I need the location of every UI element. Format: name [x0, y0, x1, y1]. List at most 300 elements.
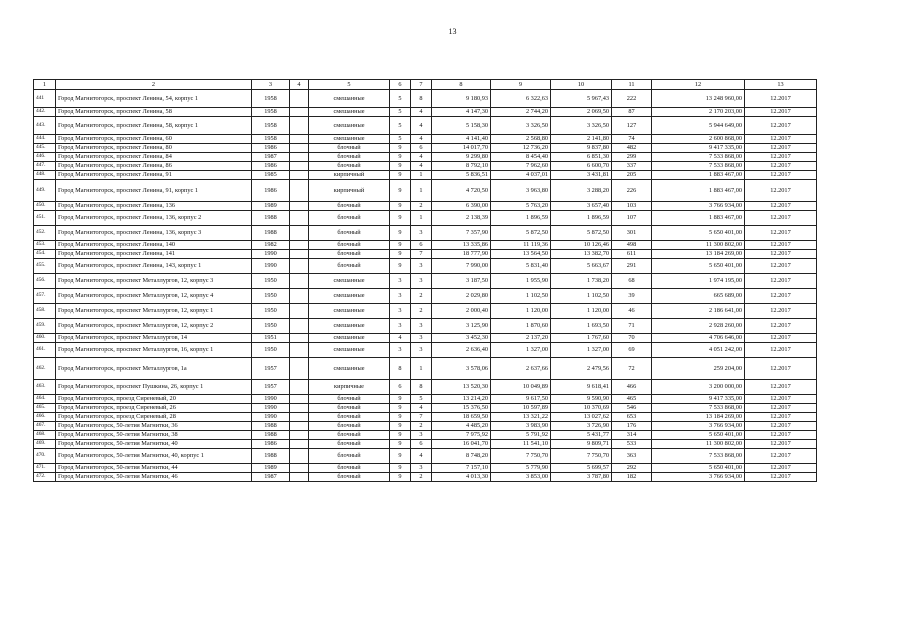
row-number: 469. [34, 440, 56, 449]
total-area-cell: 4 141,40 [432, 135, 491, 144]
address-cell: Город Магнитогорск, проспект Ленина, 136, корпус 3 [56, 226, 252, 241]
area-cell: 2 141,80 [551, 135, 612, 144]
table-row [34, 464, 817, 473]
row-number: 461. [34, 343, 56, 358]
period-cell: 12.2017 [745, 162, 817, 171]
material-cell: блочный [309, 162, 390, 171]
cost-cell: 7 533 868,00 [652, 162, 745, 171]
table-row [34, 171, 817, 180]
period-cell: 12.2017 [745, 241, 817, 250]
area-cell: 2 479,56 [551, 358, 612, 380]
table-row [34, 404, 817, 413]
living-area-cell: 3 326,50 [491, 117, 551, 135]
year-cell: 1988 [252, 431, 290, 440]
cost-cell: 5 650 401,00 [652, 226, 745, 241]
empty-cell [290, 135, 309, 144]
area-cell: 1 102,50 [551, 289, 612, 304]
area-cell: 3 288,20 [551, 180, 612, 202]
residents-cell: 176 [612, 422, 652, 431]
living-area-cell: 10 049,89 [491, 380, 551, 395]
material-cell: смешанные [309, 90, 390, 108]
table-row [34, 380, 817, 395]
residents-cell: 103 [612, 202, 652, 211]
total-area-cell: 4 485,20 [432, 422, 491, 431]
residents-cell: 182 [612, 473, 652, 482]
period-cell: 12.2017 [745, 404, 817, 413]
period-cell: 12.2017 [745, 135, 817, 144]
material-cell: блочный [309, 431, 390, 440]
floors-cell: 9 [390, 250, 411, 259]
area-cell: 1 120,00 [551, 304, 612, 319]
cost-cell: 5 944 649,00 [652, 117, 745, 135]
residents-cell: 205 [612, 171, 652, 180]
area-cell: 1 693,50 [551, 319, 612, 334]
area-cell: 5 431,77 [551, 431, 612, 440]
cost-cell: 4 051 242,00 [652, 343, 745, 358]
period-cell: 12.2017 [745, 334, 817, 343]
material-cell: блочный [309, 464, 390, 473]
row-number: 454. [34, 250, 56, 259]
living-area-cell: 6 322,63 [491, 90, 551, 108]
area-cell: 1 738,20 [551, 274, 612, 289]
entrances-cell: 2 [411, 304, 432, 319]
address-cell: Город Магнитогорск, проспект Ленина, 143, корпус 1 [56, 259, 252, 274]
address-cell: Город Магнитогорск, проспект Ленина, 58, корпус 1 [56, 117, 252, 135]
total-area-cell: 2 029,80 [432, 289, 491, 304]
address-cell: Город Магнитогорск, проспект Металлургов, 16, корпус 1 [56, 343, 252, 358]
table-row [34, 108, 817, 117]
entrances-cell: 6 [411, 241, 432, 250]
empty-cell [290, 90, 309, 108]
material-cell: блочный [309, 413, 390, 422]
living-area-cell: 13 321,22 [491, 413, 551, 422]
period-cell: 12.2017 [745, 422, 817, 431]
address-cell: Город Магнитогорск, проезд Сиреневый, 28 [56, 413, 252, 422]
entrances-cell: 4 [411, 135, 432, 144]
period-cell: 12.2017 [745, 343, 817, 358]
row-number: 450. [34, 202, 56, 211]
year-cell: 1982 [252, 241, 290, 250]
column-header: 5 [309, 80, 390, 90]
year-cell: 1958 [252, 90, 290, 108]
column-header: 7 [411, 80, 432, 90]
area-cell: 9 590,90 [551, 395, 612, 404]
table-row [34, 274, 817, 289]
empty-cell [290, 274, 309, 289]
material-cell: блочный [309, 440, 390, 449]
table-row [34, 135, 817, 144]
entrances-cell: 7 [411, 250, 432, 259]
table-row [34, 449, 817, 464]
address-cell: Город Магнитогорск, проспект Ленина, 91 [56, 171, 252, 180]
entrances-cell: 3 [411, 431, 432, 440]
entrances-cell: 2 [411, 289, 432, 304]
cost-cell: 665 689,00 [652, 289, 745, 304]
living-area-cell: 3 853,00 [491, 473, 551, 482]
address-cell: Город Магнитогорск, проспект Ленина, 80 [56, 144, 252, 153]
empty-cell [290, 358, 309, 380]
total-area-cell: 4 720,50 [432, 180, 491, 202]
cost-cell: 1 883 467,00 [652, 180, 745, 202]
cost-cell: 1 974 195,00 [652, 274, 745, 289]
table-row [34, 162, 817, 171]
area-cell: 1 327,00 [551, 343, 612, 358]
empty-cell [290, 226, 309, 241]
floors-cell: 9 [390, 395, 411, 404]
floors-cell: 9 [390, 180, 411, 202]
empty-cell [290, 413, 309, 422]
period-cell: 12.2017 [745, 274, 817, 289]
cost-cell: 7 533 868,00 [652, 449, 745, 464]
address-cell: Город Магнитогорск, проезд Сиреневый, 26 [56, 404, 252, 413]
entrances-cell: 4 [411, 449, 432, 464]
row-number: 472. [34, 473, 56, 482]
empty-cell [290, 473, 309, 482]
floors-cell: 9 [390, 202, 411, 211]
period-cell: 12.2017 [745, 202, 817, 211]
material-cell: смешанные [309, 135, 390, 144]
address-cell: Город Магнитогорск, проспект Ленина, 91, корпус 1 [56, 180, 252, 202]
address-cell: Город Магнитогорск, проспект Ленина, 54, корпус 1 [56, 90, 252, 108]
column-header: 13 [745, 80, 817, 90]
row-number: 447. [34, 162, 56, 171]
year-cell: 1990 [252, 259, 290, 274]
row-number: 445. [34, 144, 56, 153]
material-cell: блочный [309, 144, 390, 153]
cost-cell: 9 417 335,00 [652, 144, 745, 153]
cost-cell: 5 650 401,00 [652, 431, 745, 440]
area-cell: 3 657,40 [551, 202, 612, 211]
residents-cell: 74 [612, 135, 652, 144]
period-cell: 12.2017 [745, 413, 817, 422]
period-cell: 12.2017 [745, 153, 817, 162]
table-row [34, 117, 817, 135]
period-cell: 12.2017 [745, 180, 817, 202]
residents-cell: 482 [612, 144, 652, 153]
total-area-cell: 15 376,50 [432, 404, 491, 413]
total-area-cell: 7 357,90 [432, 226, 491, 241]
total-area-cell: 3 452,30 [432, 334, 491, 343]
area-cell: 1 896,59 [551, 211, 612, 226]
period-cell: 12.2017 [745, 304, 817, 319]
housing-register-table [33, 79, 817, 482]
period-cell: 12.2017 [745, 90, 817, 108]
residents-cell: 465 [612, 395, 652, 404]
floors-cell: 3 [390, 274, 411, 289]
material-cell: кирпичный [309, 180, 390, 202]
material-cell: кирпичный [309, 171, 390, 180]
living-area-cell: 3 963,80 [491, 180, 551, 202]
residents-cell: 226 [612, 180, 652, 202]
entrances-cell: 1 [411, 171, 432, 180]
entrances-cell: 6 [411, 144, 432, 153]
material-cell: блочный [309, 473, 390, 482]
empty-cell [290, 211, 309, 226]
area-cell: 3 787,80 [551, 473, 612, 482]
empty-cell [290, 117, 309, 135]
year-cell: 1988 [252, 211, 290, 226]
living-area-cell: 3 983,90 [491, 422, 551, 431]
entrances-cell: 4 [411, 153, 432, 162]
cost-cell: 13 184 269,00 [652, 413, 745, 422]
table-row [34, 211, 817, 226]
residents-cell: 611 [612, 250, 652, 259]
row-number: 449. [34, 180, 56, 202]
residents-cell: 653 [612, 413, 652, 422]
table-row [34, 343, 817, 358]
column-header: 9 [491, 80, 551, 90]
table-row [34, 358, 817, 380]
year-cell: 1985 [252, 171, 290, 180]
address-cell: Город Магнитогорск, проспект Металлургов, 14 [56, 334, 252, 343]
living-area-cell: 9 617,50 [491, 395, 551, 404]
floors-cell: 3 [390, 289, 411, 304]
residents-cell: 72 [612, 358, 652, 380]
residents-cell: 127 [612, 117, 652, 135]
entrances-cell: 8 [411, 90, 432, 108]
living-area-cell: 2 137,20 [491, 334, 551, 343]
row-number: 444. [34, 135, 56, 144]
address-cell: Город Магнитогорск, проспект Ленина, 58 [56, 108, 252, 117]
row-number: 471. [34, 464, 56, 473]
period-cell: 12.2017 [745, 473, 817, 482]
address-cell: Город Магнитогорск, проспект Пушкина, 26, корпус 1 [56, 380, 252, 395]
living-area-cell: 7 962,60 [491, 162, 551, 171]
row-number: 453. [34, 241, 56, 250]
address-cell: Город Магнитогорск, проспект Ленина, 84 [56, 153, 252, 162]
cost-cell: 13 248 960,00 [652, 90, 745, 108]
floors-cell: 9 [390, 413, 411, 422]
address-cell: Город Магнитогорск, проспект Металлургов, 1а [56, 358, 252, 380]
address-cell: Город Магнитогорск, проспект Металлургов, 12, корпус 1 [56, 304, 252, 319]
column-header: 6 [390, 80, 411, 90]
residents-cell: 363 [612, 449, 652, 464]
year-cell: 1950 [252, 274, 290, 289]
material-cell: смешанные [309, 319, 390, 334]
address-cell: Город Магнитогорск, 50-летия Магнитки, 40, корпус 1 [56, 449, 252, 464]
row-number: 460. [34, 334, 56, 343]
period-cell: 12.2017 [745, 358, 817, 380]
table-row [34, 90, 817, 108]
living-area-cell: 10 597,89 [491, 404, 551, 413]
residents-cell: 498 [612, 241, 652, 250]
area-cell: 3 431,81 [551, 171, 612, 180]
residents-cell: 299 [612, 153, 652, 162]
table-row [34, 413, 817, 422]
floors-cell: 9 [390, 404, 411, 413]
floors-cell: 9 [390, 153, 411, 162]
entrances-cell: 3 [411, 226, 432, 241]
row-number: 459. [34, 319, 56, 334]
residents-cell: 291 [612, 259, 652, 274]
floors-cell: 9 [390, 422, 411, 431]
area-cell: 1 767,60 [551, 334, 612, 343]
entrances-cell: 3 [411, 274, 432, 289]
period-cell: 12.2017 [745, 259, 817, 274]
entrances-cell: 1 [411, 180, 432, 202]
material-cell: смешанные [309, 108, 390, 117]
address-cell: Город Магнитогорск, проспект Ленина, 136 [56, 202, 252, 211]
total-area-cell: 9 299,80 [432, 153, 491, 162]
total-area-cell: 3 578,06 [432, 358, 491, 380]
cost-cell: 3 766 934,00 [652, 202, 745, 211]
floors-cell: 9 [390, 171, 411, 180]
floors-cell: 6 [390, 380, 411, 395]
empty-cell [290, 422, 309, 431]
living-area-cell: 5 872,50 [491, 226, 551, 241]
total-area-cell: 4 013,30 [432, 473, 491, 482]
empty-cell [290, 144, 309, 153]
year-cell: 1989 [252, 464, 290, 473]
empty-cell [290, 304, 309, 319]
row-number: 443. [34, 117, 56, 135]
period-cell: 12.2017 [745, 380, 817, 395]
address-cell: Город Магнитогорск, 50-летия Магнитки, 36 [56, 422, 252, 431]
area-cell: 13 382,70 [551, 250, 612, 259]
empty-cell [290, 319, 309, 334]
entrances-cell: 1 [411, 211, 432, 226]
row-number: 457. [34, 289, 56, 304]
cost-cell: 5 650 401,00 [652, 464, 745, 473]
total-area-cell: 2 000,40 [432, 304, 491, 319]
area-cell: 5 967,43 [551, 90, 612, 108]
living-area-cell: 8 454,40 [491, 153, 551, 162]
area-cell: 9 809,71 [551, 440, 612, 449]
row-number: 441 [34, 90, 56, 108]
living-area-cell: 1 327,00 [491, 343, 551, 358]
column-header: 10 [551, 80, 612, 90]
row-number: 442. [34, 108, 56, 117]
year-cell: 1958 [252, 117, 290, 135]
area-cell: 6 851,30 [551, 153, 612, 162]
entrances-cell: 1 [411, 358, 432, 380]
cost-cell: 2 928 260,00 [652, 319, 745, 334]
living-area-cell: 11 119,36 [491, 241, 551, 250]
year-cell: 1951 [252, 334, 290, 343]
row-number: 464. [34, 395, 56, 404]
material-cell: смешанные [309, 334, 390, 343]
total-area-cell: 8 792,10 [432, 162, 491, 171]
empty-cell [290, 334, 309, 343]
cost-cell: 11 300 802,00 [652, 440, 745, 449]
row-number: 448. [34, 171, 56, 180]
period-cell: 12.2017 [745, 440, 817, 449]
year-cell: 1958 [252, 108, 290, 117]
address-cell: Город Магнитогорск, проезд Сиреневый, 20 [56, 395, 252, 404]
total-area-cell: 13 214,20 [432, 395, 491, 404]
year-cell: 1950 [252, 343, 290, 358]
year-cell: 1958 [252, 135, 290, 144]
material-cell: блочный [309, 250, 390, 259]
entrances-cell: 2 [411, 473, 432, 482]
residents-cell: 70 [612, 334, 652, 343]
area-cell: 3 326,50 [551, 117, 612, 135]
area-cell: 7 750,70 [551, 449, 612, 464]
floors-cell: 9 [390, 440, 411, 449]
living-area-cell: 13 564,50 [491, 250, 551, 259]
total-area-cell: 6 390,00 [432, 202, 491, 211]
column-header: 1 [34, 80, 56, 90]
area-cell: 3 726,90 [551, 422, 612, 431]
period-cell: 12.2017 [745, 449, 817, 464]
cost-cell: 2 600 868,00 [652, 135, 745, 144]
total-area-cell: 8 748,20 [432, 449, 491, 464]
total-area-cell: 18 777,90 [432, 250, 491, 259]
empty-cell [290, 171, 309, 180]
total-area-cell: 5 836,51 [432, 171, 491, 180]
year-cell: 1988 [252, 226, 290, 241]
empty-cell [290, 380, 309, 395]
floors-cell: 5 [390, 90, 411, 108]
total-area-cell: 3 187,50 [432, 274, 491, 289]
floors-cell: 3 [390, 319, 411, 334]
material-cell: блочный [309, 226, 390, 241]
floors-cell: 5 [390, 135, 411, 144]
residents-cell: 314 [612, 431, 652, 440]
cost-cell: 3 766 934,00 [652, 473, 745, 482]
residents-cell: 39 [612, 289, 652, 304]
table-row [34, 289, 817, 304]
area-cell: 5 663,67 [551, 259, 612, 274]
empty-cell [290, 259, 309, 274]
address-cell: Город Магнитогорск, проспект Ленина, 136, корпус 2 [56, 211, 252, 226]
table-row [34, 473, 817, 482]
table-row [34, 250, 817, 259]
total-area-cell: 18 659,50 [432, 413, 491, 422]
living-area-cell: 5 763,20 [491, 202, 551, 211]
total-area-cell: 7 975,92 [432, 431, 491, 440]
living-area-cell: 1 955,90 [491, 274, 551, 289]
residents-cell: 71 [612, 319, 652, 334]
entrances-cell: 4 [411, 108, 432, 117]
period-cell: 12.2017 [745, 117, 817, 135]
total-area-cell: 16 041,70 [432, 440, 491, 449]
period-cell: 12.2017 [745, 108, 817, 117]
residents-cell: 107 [612, 211, 652, 226]
address-cell: Город Магнитогорск, проспект Ленина, 86 [56, 162, 252, 171]
empty-cell [290, 250, 309, 259]
residents-cell: 292 [612, 464, 652, 473]
address-cell: Город Магнитогорск, проспект Ленина, 60 [56, 135, 252, 144]
residents-cell: 68 [612, 274, 652, 289]
material-cell: блочный [309, 241, 390, 250]
area-cell: 13 027,62 [551, 413, 612, 422]
material-cell: смешанные [309, 117, 390, 135]
table-row [34, 334, 817, 343]
floors-cell: 9 [390, 259, 411, 274]
floors-cell: 5 [390, 117, 411, 135]
material-cell: кирпичные [309, 380, 390, 395]
total-area-cell: 3 125,90 [432, 319, 491, 334]
year-cell: 1989 [252, 202, 290, 211]
column-header: 11 [612, 80, 652, 90]
floors-cell: 5 [390, 108, 411, 117]
total-area-cell: 2 636,40 [432, 343, 491, 358]
floors-cell: 9 [390, 241, 411, 250]
period-cell: 12.2017 [745, 289, 817, 304]
living-area-cell: 1 896,59 [491, 211, 551, 226]
period-cell: 12.2017 [745, 250, 817, 259]
entrances-cell: 8 [411, 380, 432, 395]
address-cell: Город Магнитогорск, 50-летия Магнитки, 40 [56, 440, 252, 449]
total-area-cell: 13 520,30 [432, 380, 491, 395]
living-area-cell: 2 637,66 [491, 358, 551, 380]
cost-cell: 4 706 646,00 [652, 334, 745, 343]
empty-cell [290, 404, 309, 413]
empty-cell [290, 464, 309, 473]
empty-cell [290, 162, 309, 171]
year-cell: 1957 [252, 358, 290, 380]
